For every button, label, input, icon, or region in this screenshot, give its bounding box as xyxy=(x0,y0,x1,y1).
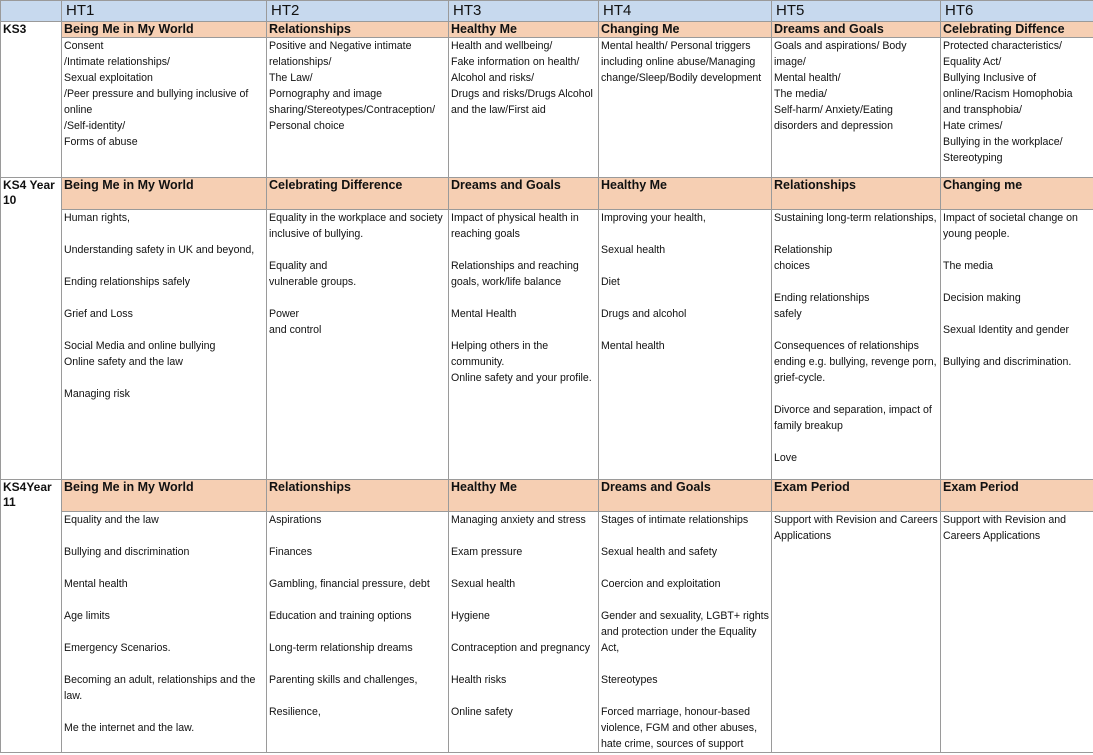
topic-line: Health and wellbeing/ xyxy=(451,40,553,52)
topic-cell xyxy=(941,38,1093,178)
theme-cell: Being Me in My World xyxy=(62,178,267,210)
topic-line: Fake information on health/ xyxy=(451,56,580,68)
topic-line: Age limits xyxy=(64,610,110,622)
topic-line: Human rights, xyxy=(64,212,130,224)
topic-line: Understanding safety in UK and beyond, xyxy=(64,244,255,256)
topic-line xyxy=(601,290,769,306)
topic-line xyxy=(774,386,938,402)
topic-cell xyxy=(599,512,772,753)
topic-line xyxy=(451,592,596,608)
topic-line: Goals and aspirations/ Body xyxy=(774,40,907,52)
theme-cell: Exam Period xyxy=(941,480,1093,512)
topic-line: Hate crimes/ xyxy=(943,120,1003,132)
content-row xyxy=(1,210,1093,480)
topic-line: Support with Revision and Careers xyxy=(774,514,938,526)
topic-line xyxy=(269,624,446,640)
topic-line: Resilience, xyxy=(269,706,321,718)
topic-line: Online safety and the law xyxy=(64,356,183,368)
topic-line: change/Sleep/Bodily development xyxy=(601,72,762,84)
topic-line: Grief and Loss xyxy=(64,308,133,320)
topic-line xyxy=(451,528,596,544)
topic-line: Personal choice xyxy=(269,120,345,132)
topic-cell xyxy=(941,512,1093,753)
topic-line: Drugs and risks/Drugs Alcohol xyxy=(451,88,593,100)
theme-cell: Healthy Me xyxy=(449,22,599,38)
topic-line xyxy=(601,528,769,544)
topic-line: choices xyxy=(774,260,810,272)
topic-line: Sexual health xyxy=(601,244,666,256)
topic-line: online xyxy=(64,104,93,116)
topic-line: Bullying and discrimination xyxy=(64,546,190,558)
content-row xyxy=(1,38,1093,178)
topic-line xyxy=(269,656,446,672)
topic-line: grief-cycle. xyxy=(774,372,826,384)
theme-cell: Relationships xyxy=(267,480,449,512)
topic-line xyxy=(64,370,264,386)
topic-line xyxy=(269,592,446,608)
topic-line: Decision making xyxy=(943,292,1021,304)
topic-cell xyxy=(449,210,599,480)
topic-cell xyxy=(62,512,267,753)
topic-line xyxy=(64,560,264,576)
topic-line: Coercion and exploitation xyxy=(601,578,721,590)
topic-line: image/ xyxy=(774,56,806,68)
topic-line: Sexual health and safety xyxy=(601,546,718,558)
topic-line: Parenting skills and challenges, xyxy=(269,674,418,686)
topic-line xyxy=(774,434,938,450)
topic-line: Sexual exploitation xyxy=(64,72,153,84)
topic-line: Careers Applications xyxy=(943,530,1041,542)
topic-line: online/Racism Homophobia xyxy=(943,88,1073,100)
topic-line xyxy=(774,226,938,242)
topic-line: and transphobia/ xyxy=(943,104,1022,116)
topic-line: /Intimate relationships/ xyxy=(64,56,170,68)
topic-line: Stereotyping xyxy=(943,152,1003,164)
topic-line: Becoming an adult, relationships and the xyxy=(64,674,256,686)
topic-line: Equality and the law xyxy=(64,514,159,526)
topic-line: Mental health xyxy=(64,578,128,590)
topic-line xyxy=(269,560,446,576)
topic-line xyxy=(64,704,264,720)
theme-cell: Changing Me xyxy=(599,22,772,38)
topic-line: violence, FGM and other abuses, xyxy=(601,722,758,734)
topic-line: Stereotypes xyxy=(601,674,658,686)
topic-line: Consequences of relationships xyxy=(774,340,919,352)
topic-line: family breakup xyxy=(774,420,843,432)
topic-line: Bullying Inclusive of xyxy=(943,72,1037,84)
topic-line: The media xyxy=(943,260,994,272)
topic-line xyxy=(64,322,264,338)
topic-cell xyxy=(267,210,449,480)
theme-cell: Healthy Me xyxy=(599,178,772,210)
topic-line: Pornography and image xyxy=(269,88,383,100)
topic-line: Health risks xyxy=(451,674,507,686)
topic-line: relationships/ xyxy=(269,56,332,68)
topic-line: Bullying in the workplace/ xyxy=(943,136,1063,148)
topic-line: Education and training options xyxy=(269,610,412,622)
topic-line: Relationship xyxy=(774,244,833,256)
topic-line xyxy=(64,528,264,544)
topic-line xyxy=(64,656,264,672)
theme-cell: Relationships xyxy=(267,22,449,38)
topic-line: Equality in the workplace and society xyxy=(269,212,443,224)
theme-cell: Changing me xyxy=(941,178,1093,210)
key-stage-cell xyxy=(1,480,62,753)
topic-line: Relationships and reaching xyxy=(451,260,579,272)
topic-line: Managing risk xyxy=(64,388,130,400)
topic-line xyxy=(64,624,264,640)
topic-line: Diet xyxy=(601,276,620,288)
topic-line: Protected characteristics/ xyxy=(943,40,1062,52)
key-stage-cell xyxy=(1,178,62,480)
topic-line: Applications xyxy=(774,530,832,542)
topic-line xyxy=(64,258,264,274)
topic-line: safely xyxy=(774,308,802,320)
topic-line: reaching goals xyxy=(451,228,520,240)
topic-line: ending e.g. bullying, revenge porn, xyxy=(774,356,937,368)
topic-line: Equality and xyxy=(269,260,328,272)
topic-line: Alcohol and risks/ xyxy=(451,72,535,84)
topic-line: Online safety and your profile. xyxy=(451,372,592,384)
theme-cell: Dreams and Goals xyxy=(772,22,941,38)
topic-line xyxy=(451,656,596,672)
topic-line: Sexual health xyxy=(451,578,516,590)
theme-cell: Dreams and Goals xyxy=(599,480,772,512)
topic-line xyxy=(64,592,264,608)
topic-line: Helping others in the xyxy=(451,340,549,352)
topic-line: Drugs and alcohol xyxy=(601,308,687,320)
topic-line: Gambling, financial pressure, debt xyxy=(269,578,430,590)
topic-line xyxy=(451,322,596,338)
header-corner-cell xyxy=(1,1,62,22)
topic-line xyxy=(943,338,1091,354)
topic-line: Contraception and pregnancy xyxy=(451,642,590,654)
topic-cell xyxy=(599,210,772,480)
topic-line xyxy=(451,688,596,704)
topic-line: Improving your health, xyxy=(601,212,706,224)
topic-line: Divorce and separation, impact of xyxy=(774,404,932,416)
theme-cell: Relationships xyxy=(772,178,941,210)
topic-line xyxy=(943,306,1091,322)
topic-line xyxy=(601,258,769,274)
topic-line: Equality Act/ xyxy=(943,56,1002,68)
topic-line: Ending relationships safely xyxy=(64,276,191,288)
topic-line: Mental health/ Personal triggers xyxy=(601,40,751,52)
topic-cell xyxy=(267,38,449,178)
topic-line xyxy=(269,688,446,704)
topic-cell xyxy=(941,210,1093,480)
topic-line: Managing anxiety and stress xyxy=(451,514,586,526)
topic-line: and protection under the Equality xyxy=(601,626,757,638)
topic-cell xyxy=(267,512,449,753)
topic-line: The Law/ xyxy=(269,72,313,84)
content-row xyxy=(1,512,1093,753)
topic-line: Forced marriage, honour-based xyxy=(601,706,750,718)
topic-line: disorders and depression xyxy=(774,120,893,132)
half-term-header: HT1 xyxy=(62,1,267,22)
topic-line: vulnerable groups. xyxy=(269,276,357,288)
theme-cell: Being Me in My World xyxy=(62,480,267,512)
topic-line: Bullying and discrimination. xyxy=(943,356,1072,368)
topic-line: including online abuse/Managing xyxy=(601,56,756,68)
topic-line xyxy=(451,624,596,640)
half-term-header: HT3 xyxy=(449,1,599,22)
topic-line: hate crime, sources of support xyxy=(601,738,744,750)
topic-line: Finances xyxy=(269,546,312,558)
topic-cell xyxy=(599,38,772,178)
topic-cell xyxy=(62,38,267,178)
topic-line: Act, xyxy=(601,642,620,654)
topic-cell xyxy=(772,210,941,480)
topic-cell xyxy=(449,512,599,753)
topic-cell xyxy=(772,512,941,753)
topic-line: Long-term relationship dreams xyxy=(269,642,413,654)
half-term-header: HT4 xyxy=(599,1,772,22)
topic-line: Positive and Negative intimate xyxy=(269,40,412,52)
topic-line xyxy=(269,290,446,306)
topic-line xyxy=(601,592,769,608)
header-row xyxy=(1,1,1093,22)
topic-line: goals, work/life balance xyxy=(451,276,562,288)
topic-line xyxy=(601,656,769,672)
key-stage-label: KS3 xyxy=(3,22,27,36)
theme-row xyxy=(1,480,1093,512)
topic-line xyxy=(269,242,446,258)
theme-cell: Being Me in My World xyxy=(62,22,267,38)
topic-line: Ending relationships xyxy=(774,292,870,304)
topic-line: Stages of intimate relationships xyxy=(601,514,749,526)
topic-line: sharing/Stereotypes/Contraception/ xyxy=(269,104,436,116)
topic-line: Sustaining long-term relationships, xyxy=(774,212,937,224)
topic-line: Love xyxy=(774,452,797,464)
topic-line xyxy=(451,242,596,258)
topic-line: and the law/First aid xyxy=(451,104,546,116)
topic-line: /Self-identity/ xyxy=(64,120,126,132)
theme-row xyxy=(1,178,1093,210)
topic-line: Me the internet and the law. xyxy=(64,722,195,734)
topic-cell xyxy=(62,210,267,480)
topic-line xyxy=(601,560,769,576)
topic-line xyxy=(774,322,938,338)
topic-line: Social Media and online bullying xyxy=(64,340,216,352)
topic-line: Gender and sexuality, LGBT+ rights xyxy=(601,610,769,622)
topic-cell xyxy=(772,38,941,178)
theme-cell: Healthy Me xyxy=(449,480,599,512)
half-term-header: HT5 xyxy=(772,1,941,22)
topic-line xyxy=(601,226,769,242)
topic-line: Exam pressure xyxy=(451,546,523,558)
theme-row xyxy=(1,22,1093,38)
topic-line: Mental health xyxy=(601,340,665,352)
topic-line: inclusive of bullying. xyxy=(269,228,364,240)
topic-line: Consent xyxy=(64,40,104,52)
topic-line: Power xyxy=(269,308,300,320)
topic-line: young people. xyxy=(943,228,1010,240)
theme-cell: Celebrating Diffence xyxy=(941,22,1093,38)
topic-line: community. xyxy=(451,356,505,368)
topic-line: /Peer pressure and bullying inclusive of xyxy=(64,88,249,100)
topic-line: Mental Health xyxy=(451,308,517,320)
half-term-header: HT2 xyxy=(267,1,449,22)
theme-cell: Dreams and Goals xyxy=(449,178,599,210)
topic-line: The media/ xyxy=(774,88,827,100)
topic-line xyxy=(64,290,264,306)
topic-line xyxy=(774,274,938,290)
topic-line xyxy=(451,560,596,576)
topic-line: Impact of societal change on xyxy=(943,212,1078,224)
key-stage-label: KS4 Year 10 xyxy=(3,178,55,207)
topic-line xyxy=(943,274,1091,290)
topic-line xyxy=(269,528,446,544)
topic-line: Support with Revision and xyxy=(943,514,1067,526)
theme-cell: Exam Period xyxy=(772,480,941,512)
topic-line: Self-harm/ Anxiety/Eating xyxy=(774,104,893,116)
topic-line xyxy=(601,322,769,338)
topic-line: Hygiene xyxy=(451,610,490,622)
theme-cell: Celebrating Difference xyxy=(267,178,449,210)
topic-line: Aspirations xyxy=(269,514,322,526)
topic-cell xyxy=(449,38,599,178)
topic-line xyxy=(451,290,596,306)
topic-line: Mental health/ xyxy=(774,72,841,84)
topic-line: Sexual Identity and gender xyxy=(943,324,1070,336)
topic-line: Online safety xyxy=(451,706,513,718)
key-stage-cell xyxy=(1,22,62,178)
topic-line: and control xyxy=(269,324,322,336)
topic-line: Forms of abuse xyxy=(64,136,138,148)
topic-line xyxy=(64,226,264,242)
topic-line xyxy=(943,242,1091,258)
key-stage-label: KS4Year 11 xyxy=(3,480,52,509)
topic-line xyxy=(601,688,769,704)
topic-line: Emergency Scenarios. xyxy=(64,642,171,654)
topic-line: Impact of physical health in xyxy=(451,212,579,224)
topic-line: law. xyxy=(64,690,83,702)
half-term-header: HT6 xyxy=(941,1,1093,22)
